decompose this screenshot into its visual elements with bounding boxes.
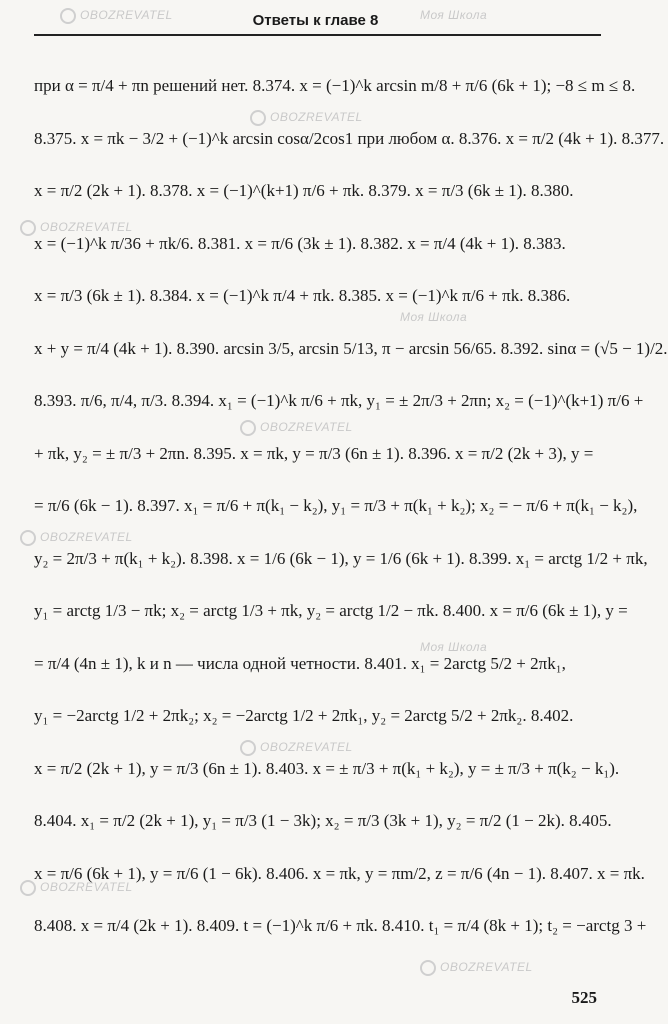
- text-line: 8.393. π/6, π/4, π/3. 8.394. x₁ = (−1)^k π/6 + πk, y₁ = ± 2π/3 + 2πn; x₂ = (−1)^(k+1) π/6 +: [34, 391, 644, 410]
- text-line: x = π/3 (6k ± 1). 8.384. x = (−1)^k π/4 + πk. 8.385. x = (−1)^k π/6 + πk. 8.386.: [34, 286, 571, 305]
- watermark: OBOZREVATEL: [20, 880, 133, 896]
- page-header: Ответы к главе 8: [252, 12, 379, 29]
- watermark: Моя Школа: [420, 640, 488, 654]
- text-line: x + y = π/4 (4k + 1). 8.390. arcsin 3/5, arcsin 5/13, π − arcsin 56/65. 8.392. sinα = (√5 − 1)/2.: [34, 338, 668, 358]
- watermark: OBOZREVATEL: [420, 960, 533, 976]
- watermark: OBOZREVATEL: [20, 220, 133, 236]
- watermark: OBOZREVATEL: [20, 530, 133, 546]
- text-line: x = π/2 (2k + 1), y = π/3 (6n ± 1). 8.403. x = ± π/3 + π(k₁ + k₂), y = ± π/3 + π(k₂ − k₁).: [34, 758, 620, 778]
- text-line: + πk, y₂ = ± π/3 + 2πn. 8.395. x = πk, y = π/3 (6n ± 1). 8.396. x = π/2 (2k + 3), y =: [34, 443, 594, 463]
- watermark: Моя Школа: [420, 8, 488, 22]
- text-line: x = (−1)^k π/36 + πk/6. 8.381. x = π/6 (3k ± 1). 8.382. x = π/4 (4k + 1). 8.383.: [34, 233, 566, 253]
- watermark: OBOZREVATEL: [60, 8, 173, 24]
- watermark: OBOZREVATEL: [240, 420, 353, 436]
- text-line: 8.375. x = πk − 3/2 + (−1)^k arcsin cosα/2cos1 при любом α. 8.376. x = π/2 (4k + 1). 8.377.: [34, 128, 665, 148]
- text-line: 8.404. x₁ = π/2 (2k + 1), y₁ = π/3 (1 − 3k); x₂ = π/3 (3k + 1), y₂ = π/2 (1 − 2k). 8.405.: [34, 811, 612, 830]
- header-rule: [34, 34, 601, 36]
- watermark: OBOZREVATEL: [240, 740, 353, 756]
- watermark: Моя Школа: [400, 310, 468, 324]
- text-line: 8.408. x = π/4 (2k + 1). 8.409. t = (−1)^k π/6 + πk. 8.410. t₁ = π/4 (8k + 1); t₂ = −arctg 3 +: [34, 916, 647, 935]
- watermark-logo-icon: [420, 960, 436, 976]
- text-line: x = π/2 (2k + 1). 8.378. x = (−1)^(k+1) π/6 + πk. 8.379. x = π/3 (6k ± 1). 8.380.: [34, 181, 574, 200]
- text-line: = π/6 (6k − 1). 8.397. x₁ = π/6 + π(k₁ − k₂), y₁ = π/3 + π(k₁ + k₂); x₂ = − π/6 + π(k₁ − k₂),: [34, 496, 638, 515]
- text-line: при α = π/4 + πn решений нет. 8.374. x = (−1)^k arcsin m/8 + π/6 (6k + 1); −8 ≤ m ≤ 8.: [34, 76, 636, 95]
- text-line: = π/4 (4n ± 1), k и n — числа одной четности. 8.401. x₁ = 2arctg 5/2 + 2πk₁,: [34, 653, 566, 673]
- answers-text: [34, 60, 668, 953]
- page-number: 525: [571, 988, 597, 1007]
- text-line: y₂ = 2π/3 + π(k₁ + k₂). 8.398. x = 1/6 (6k − 1), y = 1/6 (6k + 1). 8.399. x₁ = arctg 1/2 + πk,: [34, 548, 648, 568]
- text-line: y₁ = arctg 1/3 − πk; x₂ = arctg 1/3 + πk, y₂ = arctg 1/2 − πk. 8.400. x = π/6 (6k ± 1), y =: [34, 601, 628, 620]
- watermark: OBOZREVATEL: [250, 110, 363, 126]
- text-line: x = π/6 (6k + 1), y = π/6 (1 − 6k). 8.406. x = πk, y = πm/2, z = π/6 (4n − 1). 8.407. x = πk.: [34, 863, 645, 883]
- text-line: y₁ = −2arctg 1/2 + 2πk₂; x₂ = −2arctg 1/2 + 2πk₁, y₂ = 2arctg 5/2 + 2πk₂. 8.402.: [34, 706, 574, 725]
